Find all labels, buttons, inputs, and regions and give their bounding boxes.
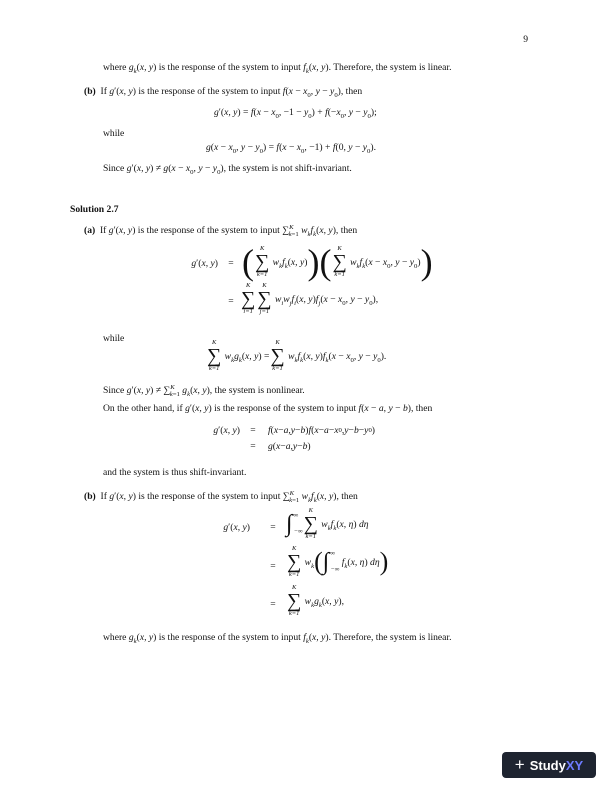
top-conclusion: where $g_k(x$, y) is the response of the system to input $f_k(x$, y). Therefore, the system is linear. [103,62,452,75]
equation-b-rhs-1: ∫ ∞ −∞ K ∑ k=1 $w_kf_k(x$, η) dη [286,507,369,540]
part-label: (a) [84,225,96,236]
part-label: (b) [84,491,96,502]
part-label: (b) [84,86,96,97]
equation-b-equals-1: = [270,522,276,533]
part-b-intro: (b) If g′(x, y) is the response of the system to input ∑$^K_{k=1}$ $w_kf_k(x$, y), then [84,489,358,504]
equation-a-rhs-1: ( K ∑ k=1 $w_kf_k(x$, y) ) ( K ∑ k=1 $w_kf_k(x - x_0$, $y - y_0$) ) [242,242,433,282]
equation-b-rhs-3: K ∑ k=1 $w_kg_k(x$, y), [287,584,344,617]
equation-a2-equals-2: = [250,441,256,452]
equation-a-lhs: g′(x, y) [191,258,218,269]
equation-b-rhs-2: K ∑ k=1 $w_k$ ( ∫ ∞ −∞ $f_k(x$, η) dη ) [287,545,389,578]
page-number: 9 [523,34,528,45]
equation-b-equals-3: = [270,599,276,610]
equation-a-rhs-2: K ∑ i=1 K ∑ j=1 $w_iw_jf_i(x$, $y)f_j(x - x_0$, $y - y_0$), [241,282,379,315]
part-a-conclusion: and the system is thus shift-invariant. [103,467,247,478]
equation-a2-rhs-1: f ( x − a , y − b ) f ( x − a − x 0 , y − b − y 0 ) [268,425,375,436]
prev-since: Since g′(x, $y) \ne g(x - x_0$, $y - y_0$), the system is not shift-invariant. [103,163,352,176]
equation-prev-g: $g(x - x_0$, $y - y_0) = f(x - x_0$, −1) + f(0, $y - y_0$). [206,142,376,155]
equation-prev-gprime: g′(x, $y) = f(x - x_0$, $-1 - y_0) + f(-x_0$, $y - y_0$); [214,107,377,120]
prev-while: while [103,128,125,139]
equation-a-equals-1: = [228,258,234,269]
part-a-since: Since g′(x, y) ≠ ∑$^K_{k=1}$ $g_k(x$, y), the system is nonlinear. [103,383,305,398]
part-a-other: On the other hand, if g′(x, y) is the response of the system to input f(x − a, y − b), then [103,403,433,414]
equation-b-lhs: g′(x, y) [223,522,250,533]
section-title: Solution 2.7 [70,204,119,215]
plus-icon: + [514,755,525,774]
part-a-intro: (a) If g′(x, y) is the response of the system to input ∑$^K_{k=1}$ $w_kf_k(x$, y), then [84,223,358,238]
equation-a-while: K ∑ k=1 $w_kg_k(x$, y) = K ∑ k=1 $w_kf_k(x$, $y)f_k(x - x_0$, $y - y_0$). [207,339,387,372]
brand-name-accent: XY [565,757,584,773]
part-b-conclusion: where $g_k(x$, y) is the response of the system to input $f_k(x$, y). Therefore, the system is linear. [103,632,452,645]
equation-a-equals-2: = [228,296,234,307]
equation-a2-lhs: g′(x, y) [213,425,240,436]
brand-name-main: Study [529,757,566,773]
studyxy-logo[interactable] [502,752,596,778]
prev-part-b-intro: (b) If g′(x, y) is the response of the system to input $f(x - x_0$, $y - y_0$), then [84,86,363,99]
equation-b-equals-2: = [270,561,276,572]
equation-a2-rhs-2: g ( x − a , y − b ) [268,441,311,452]
part-a-while: while [103,333,125,344]
equation-a2-equals-1: = [250,425,256,436]
